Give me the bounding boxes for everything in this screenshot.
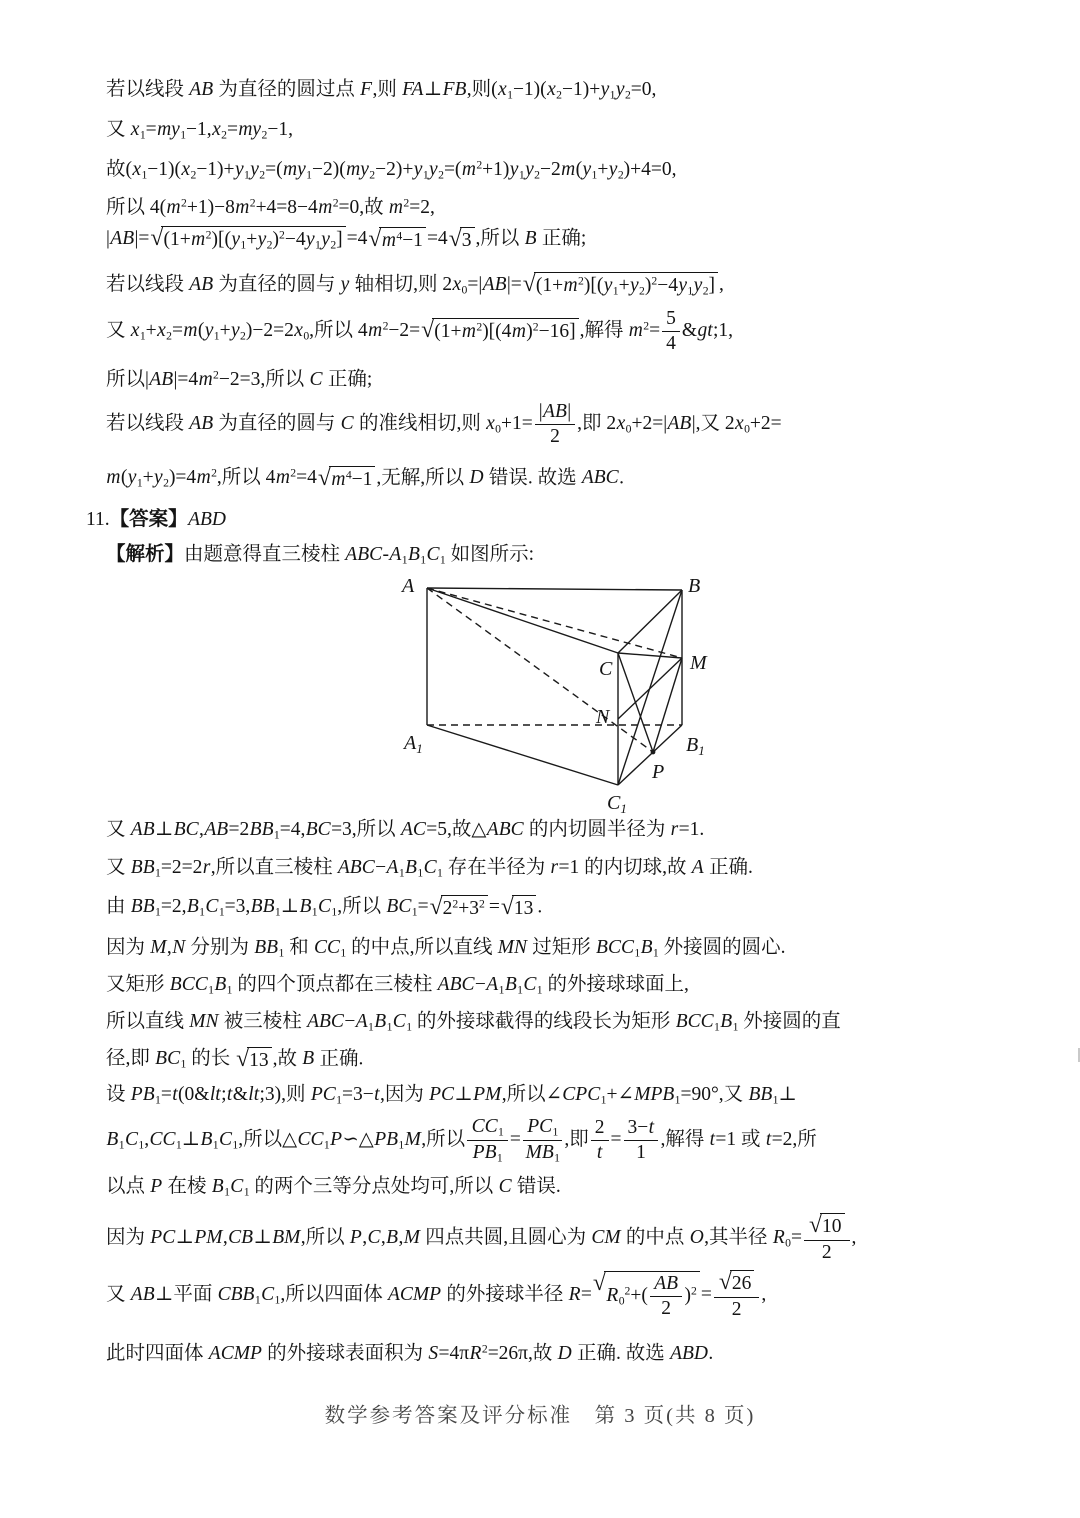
solution-line <box>106 158 677 183</box>
fraction <box>804 1213 850 1264</box>
radicand <box>604 1271 700 1320</box>
text-run: 若以线段 AB 为直径的圆与 C 的准线相切,则 $x_0+1=$ <box>106 412 533 436</box>
solution-line <box>106 1116 817 1165</box>
radical <box>719 1270 755 1296</box>
fraction-denominator <box>636 1141 646 1164</box>
vertex-label: A <box>402 575 415 597</box>
text-run: 若以线段 AB 为直径的圆过点 F,则 FA⊥FB,则$(x_1-1)(x_2-1)+y_1y_2=0$, <box>106 79 657 102</box>
text-run: 【解析】由题意得直三棱柱 ABC-$A_1B_1C_1$ 如图所示: <box>106 544 535 567</box>
vertex-label: N <box>596 706 610 728</box>
solution-line <box>106 818 704 843</box>
text-run: 所以直线 MN 被三棱柱 $ABC-A_1B_1C_1$ 的外接球截得的线段长为矩形 $BCC_1B_1$ 外接圆的直 <box>106 1011 841 1034</box>
radical <box>501 895 537 921</box>
text-run: 2 <box>550 425 560 447</box>
text-run: $PC_1$ <box>527 1116 559 1139</box>
radical-sign-icon: √ <box>368 225 382 252</box>
text-run: $(1+m^2)[(y_1+y_2)^2-4y_1y_2]$ <box>535 274 716 298</box>
text-run: 2 <box>731 1298 742 1320</box>
solution-line <box>106 226 586 253</box>
fraction-denominator <box>472 1141 502 1165</box>
fraction-numerator <box>804 1213 850 1241</box>
fraction <box>650 1273 683 1320</box>
prism-edge-dashed <box>427 588 653 752</box>
fraction <box>624 1117 659 1164</box>
text-run: 若以线段 AB 为直径的圆与 y 轴相切,则 $2x_0=|AB|=$ <box>106 273 522 297</box>
prism-svg <box>396 568 724 818</box>
solution-line <box>106 1047 363 1073</box>
text-run: 所以 $4(m^2+1)-8m^2+4=8-4m^2=0$,故 $m^2=2$, <box>106 196 435 218</box>
text-run: $R_0^2+$( <box>606 1284 648 1308</box>
text-run: $PB_1$ <box>472 1141 503 1165</box>
fraction-numerator <box>624 1117 659 1141</box>
text-run: ,解得 t=1 或 t=2,所 <box>660 1128 817 1150</box>
vertex-label: $C_1$ <box>607 792 627 816</box>
text-run: AB <box>654 1272 679 1294</box>
solution-line <box>106 466 624 492</box>
text-run: 13 <box>513 898 534 919</box>
radical <box>236 1047 272 1073</box>
solution-line <box>106 895 542 921</box>
fraction-numerator <box>467 1116 508 1141</box>
solution-line <box>106 856 753 881</box>
answer-line-q11 <box>86 508 226 532</box>
solution-line <box>106 272 724 299</box>
text-run: $B_1C_1,CC_1\perp B_1C_1$,所以$\triangle CC_1P∽\triangle PB_1M$,所以 <box>106 1128 466 1152</box>
fraction <box>467 1116 508 1165</box>
prism-edge <box>618 590 682 653</box>
text-run: 又 $x_1=my_1-1,x_2=my_2-1$, <box>106 119 293 142</box>
radical-sign-icon: √ <box>808 1212 823 1238</box>
radicand <box>730 1270 755 1296</box>
solution-line <box>106 1175 561 1200</box>
text-run: $m(y_1+y_2)=4m^2$,所以 $4m^2=4$ <box>106 466 317 491</box>
solution-line <box>106 308 733 355</box>
solution-line <box>106 1213 856 1264</box>
text-run: = <box>509 1128 521 1150</box>
text-run: 1 <box>636 1141 646 1163</box>
text-run: 11.【答案】ABD <box>86 509 226 530</box>
text-run: )$^2$ <box>684 1284 697 1306</box>
text-run: 2 <box>661 1297 672 1319</box>
radical-sign-icon: √ <box>592 1269 606 1296</box>
radicand <box>379 227 425 253</box>
text-run: 故$(x_1-1)(x_2-1)+y_1y_2=(my_1-2)(my_2-2)+y_1y_2=(m^2+1)y_1y_2-2m(y_1+y_2)+4=0$, <box>106 158 677 182</box>
text-run: 又 $BB_1=2=2r$,所以直三棱柱 $ABC-A_1B_1C_1$ 存在半径为 r=1 的内切球,故 A 正确. <box>106 857 753 880</box>
radical-sign-icon: √ <box>317 465 331 491</box>
radical <box>449 227 475 253</box>
radicand <box>460 227 475 253</box>
fraction-numerator <box>591 1117 609 1141</box>
radical-sign-icon: √ <box>718 1269 732 1295</box>
solution-line <box>106 1083 797 1108</box>
radical <box>150 226 345 253</box>
radical <box>523 272 718 299</box>
radicand <box>534 272 718 299</box>
radical-sign-icon: √ <box>429 894 443 920</box>
prism-edge <box>618 653 653 752</box>
vertex-label: $B_1$ <box>686 734 705 758</box>
solution-line <box>106 196 435 220</box>
text-run: = <box>610 1128 622 1150</box>
radicand <box>161 226 345 253</box>
text-run: 2 <box>821 1241 832 1263</box>
radical-sign-icon: √ <box>236 1046 250 1072</box>
solution-line <box>106 1342 713 1366</box>
text-run: ,即 $2x_0+2=|AB|$,又 $2x_0+2=$ <box>577 412 782 436</box>
text-run: 以点 P 在棱 $B_1C_1$ 的两个三等分点处均可,所以 C 错误. <box>106 1176 561 1199</box>
solution-line <box>106 78 656 103</box>
radical-sign-icon: √ <box>421 317 435 344</box>
vertex-label: B <box>688 575 701 597</box>
vertex-label: $A_1$ <box>404 732 423 756</box>
radical-sign-icon: √ <box>448 225 462 252</box>
fraction <box>714 1270 760 1321</box>
radical <box>368 227 426 253</box>
text-run: , <box>851 1226 857 1248</box>
vertex-label: C <box>599 658 613 680</box>
analysis-line <box>106 543 534 568</box>
text-run: , <box>761 1283 767 1305</box>
text-run: =4 <box>346 227 368 249</box>
prism-edge <box>427 725 618 785</box>
text-run: ,无解,所以 D 错误. 故选 ABC. <box>376 467 624 489</box>
text-run: 此时四面体 ACMP 的外接球表面积为 $S=4\pi R^2=26\pi$,故 D 正确. 故选 ABD. <box>106 1342 714 1364</box>
text-run: $m^4-1$ <box>331 468 373 490</box>
text-run: =4 <box>426 227 448 249</box>
fraction-denominator <box>732 1298 742 1321</box>
text-run: 又 $x_1+x_2=m(y_1+y_2)-2=2x_0$,所以 $4m^2-2=$ <box>106 319 421 343</box>
solution-line <box>106 118 293 143</box>
prism-edge <box>427 588 682 590</box>
text-run: 又 AB⊥平面 $CBB_1C_1$,所以四面体 ACMP 的外接球半径 R= <box>106 1283 592 1307</box>
vertex-label: P <box>652 761 665 783</box>
text-run: 2 <box>594 1117 605 1138</box>
fraction <box>535 401 575 448</box>
text-run: = <box>700 1283 712 1305</box>
radical-sign-icon: √ <box>150 225 164 251</box>
fraction-denominator <box>550 425 560 448</box>
text-run: 3−t <box>627 1117 655 1138</box>
text-run: 由 $BB_1=2,B_1C_1=3,BB_1\perp B_1C_1$,所以 $BC_1=$ <box>106 896 429 920</box>
text-run: |AB| <box>538 401 572 422</box>
fraction-denominator <box>661 1297 671 1320</box>
text-run: $(1+m^2)[(4m)^2-16]$ <box>434 321 576 343</box>
fraction-numerator <box>650 1273 683 1297</box>
fraction <box>662 308 680 355</box>
radical-sign-icon: √ <box>522 271 536 297</box>
text-run: &gt;1, <box>681 319 734 341</box>
text-run: |AB|= <box>106 227 150 249</box>
fraction-denominator <box>525 1141 560 1165</box>
text-run: 10 <box>822 1216 842 1237</box>
text-run: , <box>719 273 724 295</box>
radical <box>430 895 488 921</box>
text-run: ,解得 $m^2=$ <box>579 319 661 341</box>
radical <box>318 466 376 492</box>
text-run: 设 $PB_1=t(0\&lt;t\&lt;3)$,则 $PC_1=3-t$,因为 PC⊥PM,所以$\angle CPC_1+\angle MPB_1=90^\circ$,又 $BB_1\perp$ <box>106 1084 797 1107</box>
text-run: ,所以 B 正确; <box>475 227 587 249</box>
radicand <box>432 318 578 344</box>
vertex-label: M <box>690 652 707 674</box>
text-run: = <box>488 896 500 918</box>
text-run: 所以$|AB|=4m^2-2=3$,所以 C 正确; <box>106 368 373 390</box>
text-run: $CC_1$ <box>471 1116 504 1139</box>
fraction-denominator <box>597 1141 603 1164</box>
text-run: ,故 B 正确. <box>272 1048 364 1070</box>
text-run: 又 $AB\perp BC,AB=2BB_1=4,BC=3$,所以 AC=5,故△ABC 的内切圆半径为 r=1. <box>106 819 705 842</box>
text-run: . <box>537 896 543 918</box>
text-run: $MB_1$ <box>525 1141 560 1165</box>
text-run: $m^4-1$ <box>381 229 423 251</box>
fraction <box>591 1117 609 1164</box>
radical-sign-icon: √ <box>500 894 514 920</box>
fraction-numerator <box>662 308 680 332</box>
radicand <box>820 1213 845 1239</box>
fraction-numerator <box>523 1116 563 1141</box>
solution-line <box>106 973 689 998</box>
radical <box>809 1213 845 1239</box>
fraction <box>523 1116 563 1165</box>
text-run: $(1+m^2)[(y_1+y_2)^2-4y_1y_2]$ <box>163 228 343 252</box>
text-run: 5 <box>666 308 676 329</box>
radical <box>593 1271 700 1320</box>
text-run: 3 <box>461 229 472 251</box>
text-run: $2^2+3^2$ <box>442 897 485 919</box>
text-run: 因为 M,N 分别为 $BB_1$ 和 $CC_1$ 的中点,所以直线 MN 过矩形 $BCC_1B_1$ 外接圆的圆心. <box>106 937 786 960</box>
solution-line <box>106 368 372 392</box>
fraction-denominator <box>822 1241 832 1264</box>
prism-edge <box>427 588 618 653</box>
prism-figure <box>396 568 724 818</box>
point-dot <box>651 750 656 755</box>
text-run: t <box>596 1141 603 1163</box>
solution-line <box>106 401 782 448</box>
text-run: 径,即 $BC_1$ 的长 <box>106 1048 236 1072</box>
prism-edge-dashed <box>427 588 682 658</box>
text-run: 因为 PC⊥PM,CB⊥BM,所以 P,C,B,M 四点共圆,且圆心为 CM 的中点 O,其半径 $R_0=$ <box>106 1226 802 1250</box>
text-run: 又矩形 $BCC_1B_1$ 的四个顶点都在三棱柱 $ABC-A_1B_1C_1$ 的外接球球面上, <box>106 974 689 997</box>
text-run: 26 <box>731 1273 752 1294</box>
page-footer: 数学参考答案及评分标准 第 3 页(共 8 页) <box>324 1405 756 1427</box>
solution-line <box>106 936 786 961</box>
radical <box>421 318 578 344</box>
text-run: ,即 <box>564 1128 589 1150</box>
solution-line <box>106 1270 766 1321</box>
fraction-denominator <box>666 332 676 355</box>
radicand <box>247 1047 272 1073</box>
radicand <box>329 466 375 492</box>
radicand <box>441 895 488 921</box>
fraction-numerator <box>714 1270 760 1298</box>
solution-line <box>106 1010 841 1035</box>
radicand <box>512 895 537 921</box>
text-run: 4 <box>666 332 676 354</box>
fraction-numerator <box>535 401 575 425</box>
text-run: 13 <box>249 1050 269 1071</box>
